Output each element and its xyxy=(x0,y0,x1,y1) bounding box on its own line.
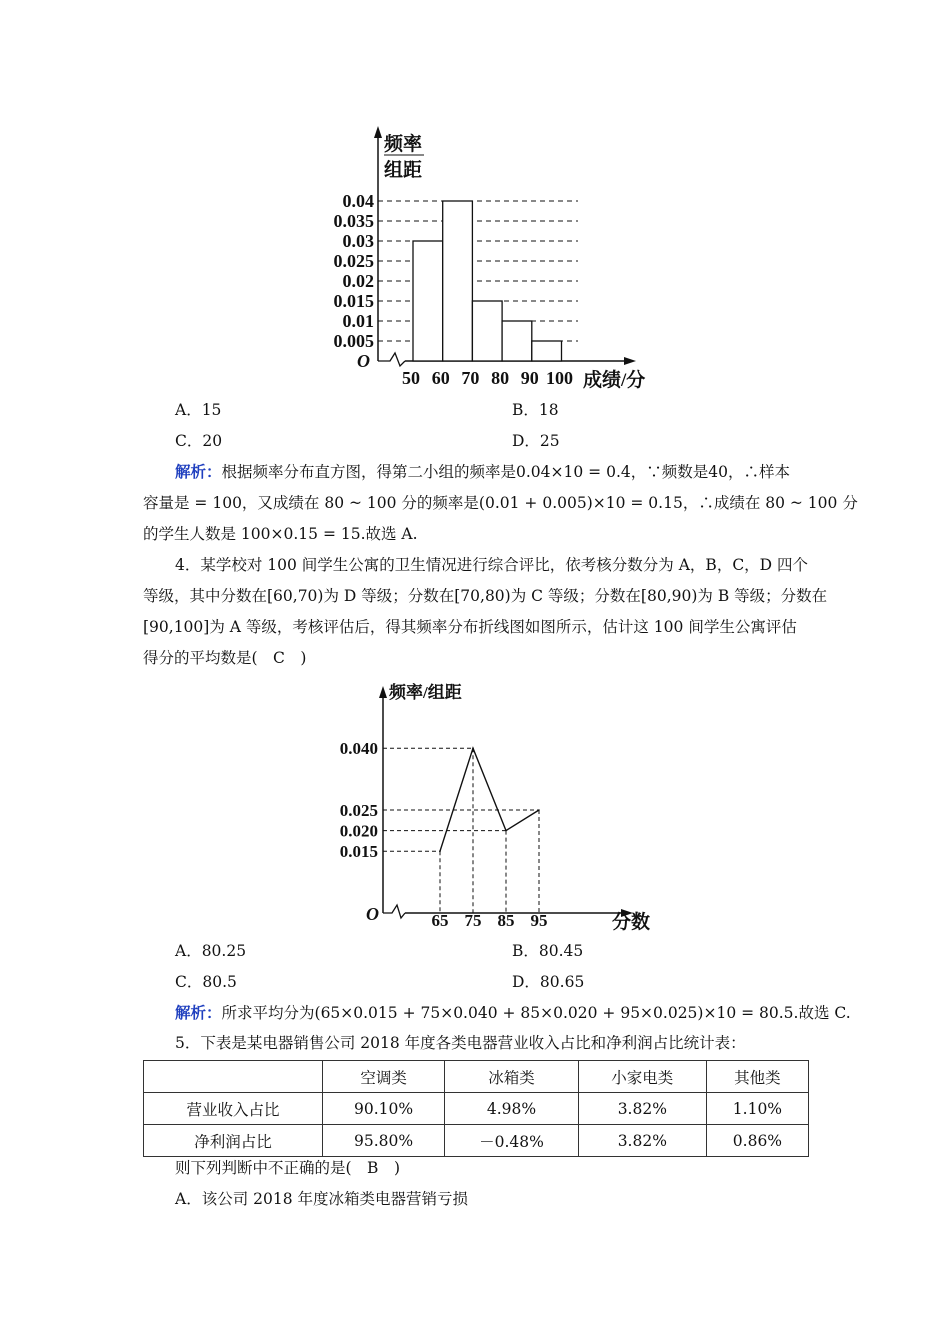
q5-stem: 5．下表是某电器销售公司 2018 年度各类电器营业收入占比和净利润占比统计表： xyxy=(175,1034,746,1052)
histogram-bar xyxy=(532,341,562,361)
axis-break xyxy=(383,905,405,918)
table-cell: 90.10% xyxy=(323,1093,445,1125)
line-chart xyxy=(340,682,650,933)
x-tick-label: 65 xyxy=(431,911,449,930)
y-tick-label: 0.04 xyxy=(342,191,374,211)
q4-stem-line: 得分的平均数是( C ) xyxy=(143,649,307,667)
q4-option-d: D．80.65 xyxy=(512,973,585,991)
x-axis-label: 分数 xyxy=(612,912,651,933)
y-axis-label: 频率/组距 xyxy=(389,683,462,702)
y-tick-label: 0.01 xyxy=(342,311,374,331)
q5-option-a: A．该公司 2018 年度冰箱类电器营销亏损 xyxy=(175,1190,468,1208)
q4-stem-line: 等级，其中分数在[60,70)为 D 等级；分数在[70,80)为 C 等级；分数在[80,90)为 B 等级；分数在 xyxy=(143,587,828,605)
table-cell: 3.82% xyxy=(578,1093,706,1125)
table-row xyxy=(144,1093,809,1125)
x-tick-label: 75 xyxy=(464,911,482,930)
q3-option-b: B．18 xyxy=(512,401,559,419)
frequency-polyline xyxy=(440,748,539,851)
origin-label: O xyxy=(366,904,379,924)
data-point xyxy=(505,830,507,832)
data-point xyxy=(538,809,540,811)
table-cell: 1.10% xyxy=(706,1093,808,1125)
q3-option-d: D．25 xyxy=(512,432,560,450)
x-tick-label: 50 xyxy=(402,368,420,388)
analysis-label: 解析： xyxy=(175,1003,222,1022)
table-header: 空调类 xyxy=(323,1061,445,1093)
histogram-bar xyxy=(472,301,502,361)
table-header xyxy=(144,1061,323,1093)
y-tick-label: 0.035 xyxy=(333,211,374,231)
x-tick-label: 60 xyxy=(431,368,450,388)
q3-analysis-line: 容量是 = 100，又成绩在 80 ~ 100 分的频率是(0.01 + 0.005)×10 = 0.15，∴成绩在 80 ~ 100 分 xyxy=(143,494,858,512)
origin-label: O xyxy=(357,351,370,371)
y-axis-arrow xyxy=(374,126,382,138)
axis-break xyxy=(378,353,405,366)
analysis-label: 解析： xyxy=(175,462,222,481)
y-tick-label: 0.005 xyxy=(333,331,374,351)
table-header: 冰箱类 xyxy=(445,1061,579,1093)
q4-analysis: 所求平均分为(65×0.015 + 75×0.040 + 85×0.020 + 95×0.025)×10 = 80.5.故选 C. xyxy=(221,1004,851,1022)
y-tick-label: 0.015 xyxy=(333,291,374,311)
histogram-bar xyxy=(502,321,532,361)
table-header-row xyxy=(144,1061,809,1093)
x-tick-label: 95 xyxy=(530,911,548,930)
q3-analysis-line: 根据频率分布直方图，得第二小组的频率是0.04×10 = 0.4，∵频数是40，∴样本 xyxy=(221,463,790,481)
table-cell: －0.48% xyxy=(445,1125,579,1157)
y-tick-label: 0.03 xyxy=(342,231,374,251)
table-cell: 净利润占比 xyxy=(144,1125,323,1157)
table-cell: 95.80% xyxy=(323,1125,445,1157)
x-axis-label: 成绩/分 xyxy=(583,370,646,391)
y-tick-label: 0.02 xyxy=(342,271,374,291)
y-label-top: 频率 xyxy=(384,134,423,155)
x-tick-label: 80 xyxy=(491,368,510,388)
q3-analysis-line: 的学生人数是 100×0.15 = 15.故选 A. xyxy=(143,525,418,543)
x-tick-label: 70 xyxy=(461,368,480,388)
y-tick-label: 0.040 xyxy=(339,739,378,759)
q3-option-c: C．20 xyxy=(175,432,223,450)
x-tick-label: 100 xyxy=(546,368,573,388)
stats-table xyxy=(143,1060,809,1157)
data-point xyxy=(439,850,441,852)
table-header: 其他类 xyxy=(706,1061,808,1093)
q4-stem-line: [90,100]为 A 等级，考核评估后，得其频率分布折线图如图所示，估计这 100 间学生公寓评估 xyxy=(143,618,797,636)
histogram-bar xyxy=(443,201,473,361)
x-tick-label: 85 xyxy=(497,911,515,930)
q4-option-b: B．80.45 xyxy=(512,942,584,960)
y-axis-arrow xyxy=(379,686,387,698)
q4-option-c: C．80.5 xyxy=(175,973,237,991)
histogram-bar xyxy=(413,241,443,361)
y-tick-label: 0.020 xyxy=(339,821,378,841)
q4-option-a: A．80.25 xyxy=(175,942,247,960)
q5-question: 则下列判断中不正确的是( B ) xyxy=(175,1159,400,1177)
table-row xyxy=(144,1125,809,1157)
table-cell: 4.98% xyxy=(445,1093,579,1125)
table-cell: 3.82% xyxy=(578,1125,706,1157)
y-tick-label: 0.025 xyxy=(333,251,374,271)
x-tick-label: 90 xyxy=(520,368,539,388)
histogram-chart xyxy=(334,126,646,391)
q4-stem-line: 4．某学校对 100 间学生公寓的卫生情况进行综合评比，依考核分数分为 A，B，C，D 四个 xyxy=(175,556,809,574)
y-tick-label: 0.015 xyxy=(339,842,378,862)
table-cell: 营业收入占比 xyxy=(144,1093,323,1125)
y-label-bottom: 组距 xyxy=(384,160,423,181)
y-tick-label: 0.025 xyxy=(339,801,378,820)
table-cell: 0.86% xyxy=(706,1125,808,1157)
q3-option-a: A．15 xyxy=(175,401,222,419)
data-point xyxy=(472,747,474,749)
table-header: 小家电类 xyxy=(578,1061,706,1093)
x-axis-arrow xyxy=(624,357,636,365)
